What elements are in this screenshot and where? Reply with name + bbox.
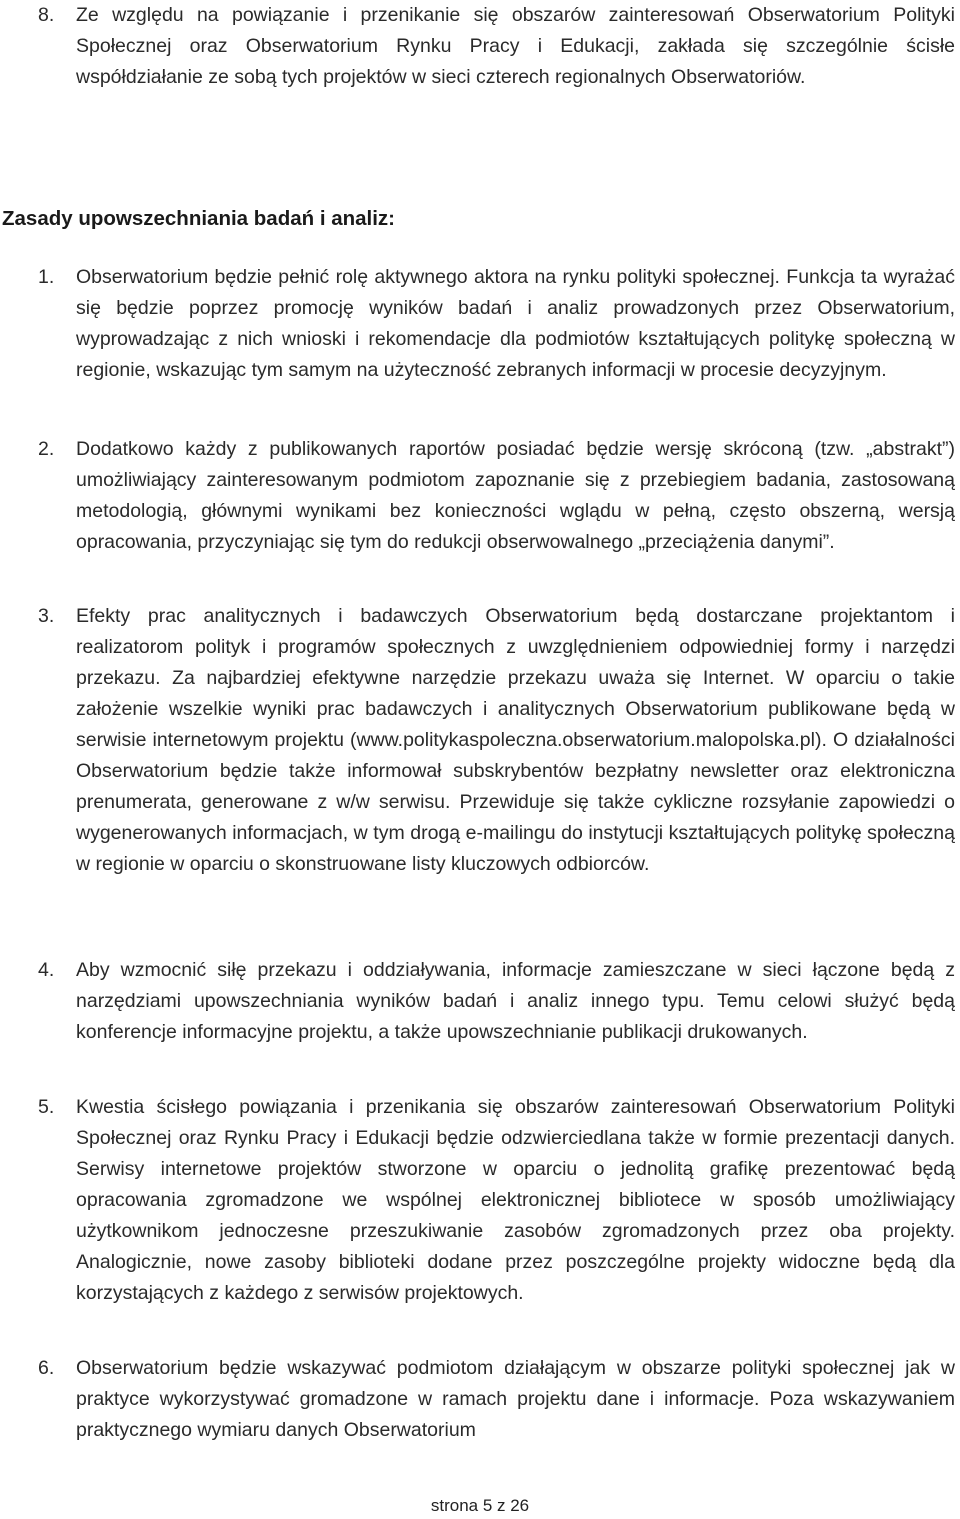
list-item-1 (0, 262, 955, 386)
list-item-4 (0, 955, 955, 1048)
list-item-number: 8. (38, 4, 55, 26)
list-item-text: Ze względu na powiązanie i przenikanie się obszarów zainteresowań Obserwatorium Polityki Społecznej oraz Obserwatorium Rynku Pracy i Edukacji, zakłada się szczególnie ścisłe współdziałanie ze sobą tych projektów w sieci czterech regionalnych Obserwatoriów. (76, 4, 955, 88)
list-item-5 (0, 1092, 955, 1309)
list-item-number: 4. (38, 959, 55, 981)
list-item-number: 3. (38, 605, 55, 627)
list-item-3 (0, 601, 955, 880)
list-item-text: Dodatkowo każdy z publikowanych raportów posiadać będzie wersję skróconą (tzw. „abstrakt”) umożliwiający zainteresowanym podmiotom zapoznanie się z przebiegiem badania, zastosowaną metodologią, głównymi wynikami bez konieczności wglądu w pełną, często obszerną, wersją opracowania, przyczyniając się tym do redukcji obserwowalnego „przeciążenia danymi”. (76, 438, 955, 553)
list-item-text: Obserwatorium będzie wskazywać podmiotom działającym w obszarze polityki społecznej jak w praktyce wykorzystywać gromadzone w ramach projektu dane i informacje. Poza wskazywaniem praktycznego wymiaru danych Obserwatorium (76, 1357, 955, 1441)
list-item-text: Kwestia ścisłego powiązania i przenikania się obszarów zainteresowań Obserwatorium Polityki Społecznej oraz Rynku Pracy i Edukacji będzie odzwierciedlana także w formie prezentacji danych. Serwisy internetowe projektów stworzone w oparciu o jednolitą grafikę prezentować będą opracowania zgromadzone we wspólnej elektronicznej bibliotece w sposób umożliwiający użytkownikom jednoczesne przeszukiwanie zasobów zgromadzonych przez oba projekty. Analogicznie, nowe zasoby biblioteki dodane przez poszczególne projekty widoczne będą dla korzystających z każdego z serwisów projektowych. (76, 1096, 955, 1304)
list-item-2 (0, 434, 955, 558)
list-item-text: Efekty prac analitycznych i badawczych Obserwatorium będą dostarczane projektantom i realizatorom polityk i programów społecznych z uwzględnieniem odpowiedniej formy i narzędzi przekazu. Za najbardziej efektywne narzędzie przekazu uważa się Internet. W oparciu o takie założenie wszelkie wyniki prac badawczych i analitycznych Obserwatorium publikowane będą w serwisie internetowym projektu (www.politykaspoleczna.obserwatorium.malopolska.pl). O działalności Obserwatorium będzie także informował subskrybentów bezpłatny newsletter oraz elektroniczna prenumerata, generowane z w/w serwisu. Przewiduje się także cykliczne rozsyłanie zapowiedzi o wygenerowanych informacjach, w tym drogą e-mailingu do instytucji kształtujących politykę społeczną w regionie w oparciu o skonstruowane listy kluczowych odbiorców. (76, 605, 955, 875)
list-item-number: 2. (38, 438, 55, 460)
list-item-6 (0, 1353, 955, 1446)
list-item-text: Aby wzmocnić siłę przekazu i oddziaływania, informacje zamieszczane w sieci łączone będą z narzędziami upowszechniania wyników badań i analiz innego typu. Temu celowi służyć będą konferencje informacyjne projektu, a także upowszechnianie publikacji drukowanych. (76, 959, 955, 1043)
page-number-footer: strona 5 z 26 (430, 1496, 530, 1515)
list-item-number: 1. (38, 266, 55, 288)
list-item-number: 6. (38, 1357, 55, 1379)
section-heading: Zasady upowszechniania badań i analiz: (2, 207, 396, 230)
list-item-number: 5. (38, 1096, 55, 1118)
list-item-text: Obserwatorium będzie pełnić rolę aktywnego aktora na rynku polityki społecznej. Funkcja ta wyrażać się będzie poprzez promocję wyników badań i analiz prowadzonych przez Obserwatorium, wyprowadzając z nich wnioski i rekomendacje dla podmiotów kształtujących politykę społeczną w regionie, wskazując tym samym na użyteczność zebranych informacji w procesie decyzyjnym. (76, 266, 955, 381)
list-item-8 (0, 0, 955, 93)
